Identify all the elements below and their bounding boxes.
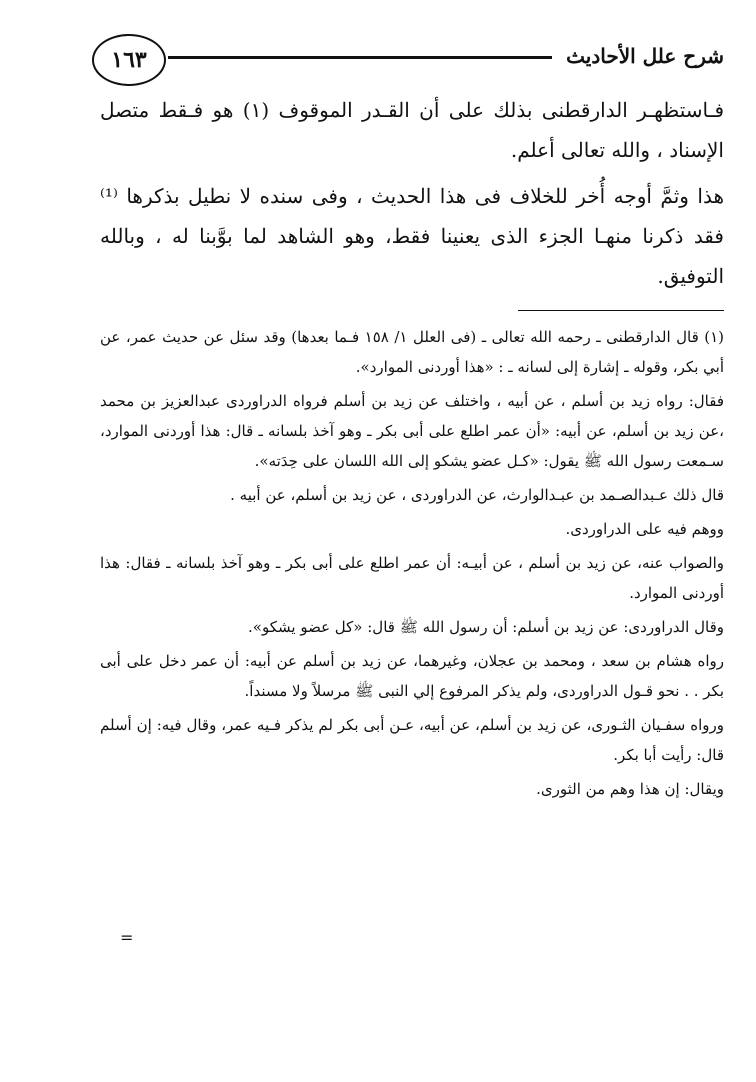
- page-number: ١٦٣: [92, 34, 166, 86]
- footnote-paragraph: ووهم فيه على الدراوردى.: [565, 520, 724, 538]
- footnote-paragraph: قال ذلك عـبدالصـمد بن عبـدالوارث، عن الدراوردى ، عن زيد بن أسلم، عن أبيه .: [230, 486, 724, 504]
- footnote-separator: [518, 310, 724, 311]
- footnote-paragraph: رواه هشام بن سعد ، ومحمد بن عجلان، وغيرهما، عن زيد بن أسلم عن أبيه: أن عمر دخل على أبى بكر . . نحو قـول الدراوردى، ولم يذكر المرفوع إلي النبى ﷺ مرسلاً ولا مسنداً.: [100, 652, 724, 700]
- footnote-paragraph: (١) قال الدارقطنى ـ رحمه الله تعالى ـ (فى العلل ١/ ١٥٨ فـما بعدها) وقد سئل عن حديث عمر، عن أبي بكر، وقوله ـ إشارة إلى لسانه ـ : «هذا أوردنى الموارد».: [100, 328, 725, 376]
- footnotes: [100, 322, 724, 808]
- footnote-paragraph: وقال الدراوردى: عن زيد بن أسلم: أن رسول الله ﷺ قال: «كل عضو يشكو».: [248, 618, 724, 636]
- running-title: شرح علل الأحاديث: [566, 44, 724, 68]
- footnote-paragraph: فقال: رواه زيد بن أسلم ، عن أبيه ، واختلف عن زيد بن أسلم فرواه الدراوردى عبدالعزيز بن محمد ،عن زيد بن أسلم، عن أبيه: «أن عمر اطلع على أبى بكر ـ وهو آخذ بلسانه ـ قال: هذا أوردنى الموارد، سـمعت رسول الله ﷺ يقول: «كـل عضو يشكو إلى الله اللسان على حِدَته».: [100, 392, 724, 470]
- continuation-mark: =: [120, 928, 134, 947]
- main-paragraph: هذا وثمَّ أوجه أُخر للخلاف فى هذا الحديث ، وفى سنده لا نطيل بذكرها ⁽¹⁾ فقد ذكرنا منهـا الجزء الذى يعنينا فقط، وهو الشاهد لما بوَّبنا له ، وبالله التوفيق.: [100, 184, 724, 288]
- header-rule: [168, 56, 552, 59]
- footnote-paragraph: ورواه سفـيان الثـورى، عن زيد بن أسلم، عن أبيه، عـن أبى بكر لم يذكر فـيه عمر، وقال فيه: إن أسلم قال: رأيت أبا بكر.: [100, 716, 724, 764]
- main-paragraph: فـاستظهـر الدارقطنى بذلك على أن القـدر الموقوف (١) هو فـقط متصل الإسناد ، والله تعالى أعلم.: [100, 98, 725, 162]
- footnote-paragraph: والصواب عنه، عن زيد بن أسلم ، عن أبيـه: أن عمر اطلع على أبى بكر ـ وهو آخذ بلسانه ـ فقال: هذا أوردنى الموارد.: [100, 554, 724, 602]
- footnote-paragraph: ويقال: إن هذا وهم من الثورى.: [536, 780, 724, 798]
- page-header: [92, 34, 724, 88]
- main-text: [100, 90, 724, 296]
